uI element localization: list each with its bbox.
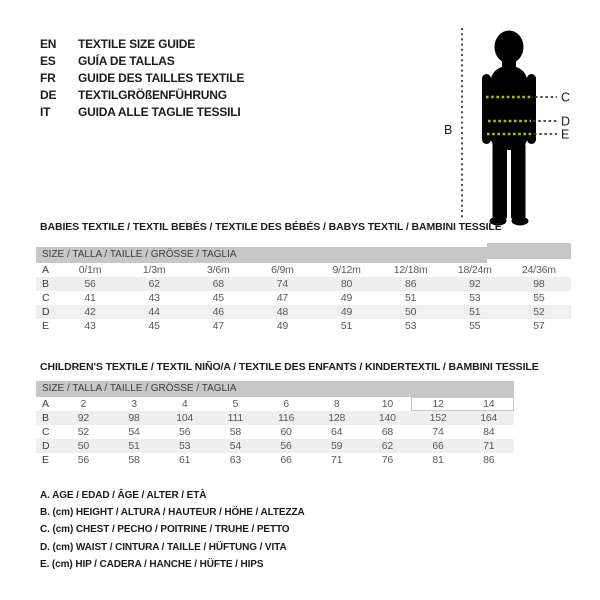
table-cell: 92 <box>469 278 481 290</box>
height-label: B <box>444 123 453 137</box>
legend-hip: E. (cm) HIP / CADERA / HANCHE / HÜFTE / HIPS <box>40 558 264 570</box>
table-cell: 3 <box>131 398 137 410</box>
table-cell: 84 <box>483 426 495 438</box>
table-cell: 62 <box>148 278 160 290</box>
table-cell: 92 <box>77 412 89 424</box>
table-cell: 81 <box>432 454 444 466</box>
language-row <box>40 87 244 104</box>
table-cell: 152 <box>429 412 447 424</box>
chest-label: C <box>561 90 571 105</box>
size-header-label: SIZE / TALLA / TAILLE / GRÖSSE / TAGLIA <box>42 383 237 394</box>
table-cell: 116 <box>277 412 295 424</box>
child-silhouette-diagram <box>430 12 600 232</box>
table-cell: 49 <box>276 320 289 332</box>
waist-label: D <box>561 114 571 129</box>
table-cell: 18/24m <box>457 264 492 276</box>
table-cell: 49 <box>340 306 353 318</box>
language-code: IT <box>40 105 51 119</box>
table-cell: 0/1m <box>78 264 102 276</box>
language-row <box>40 70 244 87</box>
children-size-table <box>36 381 514 467</box>
table-cell: 128 <box>328 412 346 424</box>
size-header-bar <box>36 247 487 263</box>
hip-label: E <box>561 127 570 142</box>
table-cell: 5 <box>232 398 239 410</box>
language-row <box>40 36 244 53</box>
table-row <box>36 397 514 411</box>
table-cell: 44 <box>148 306 160 318</box>
table-cell: 98 <box>533 278 545 290</box>
row-label: C <box>42 426 50 438</box>
table-cell: 71 <box>483 440 495 452</box>
table-cell: 86 <box>405 278 417 290</box>
table-cell: 4 <box>181 398 188 410</box>
table-row <box>36 439 514 453</box>
table-cell: 68 <box>212 278 224 290</box>
table-cell: 3/6m <box>207 264 230 276</box>
table-cell: 51 <box>128 440 140 452</box>
language-title-list <box>40 36 244 121</box>
language-title: GUIDE DES TAILLES TEXTILE <box>78 71 245 85</box>
table-cell: 80 <box>340 278 353 290</box>
table-cell: 56 <box>77 454 89 466</box>
legend-waist: D. (cm) WAIST / CINTURA / TAILLE / HÜFTUNG / VITA <box>40 541 287 553</box>
table-cell: 64 <box>331 426 343 438</box>
table-cell: 56 <box>179 426 191 438</box>
table-cell: 47 <box>212 320 224 332</box>
table-cell: 45 <box>148 320 160 332</box>
table-cell: 12 <box>432 398 444 410</box>
table-cell: 71 <box>331 454 343 466</box>
table-row <box>36 305 571 319</box>
table-cell: 53 <box>469 292 481 304</box>
table-cell: 55 <box>469 320 481 332</box>
table-cell: 50 <box>405 306 417 318</box>
table-cell: 68 <box>381 426 393 438</box>
table-cell: 66 <box>280 454 292 466</box>
table-cell: 10 <box>381 398 393 410</box>
table-cell: 42 <box>84 306 96 318</box>
table-cell: 6 <box>283 398 289 410</box>
table-cell: 53 <box>179 440 191 452</box>
language-code: FR <box>40 71 56 85</box>
header-bar-seam-segment <box>487 243 571 259</box>
children-table-title: CHILDREN'S TEXTILE / TEXTIL NIÑO/A / TEXTILE DES ENFANTS / KINDERTEXTIL / BAMBINI TESSILE <box>40 361 539 373</box>
table-cell: 51 <box>340 320 353 332</box>
table-cell: 60 <box>280 426 292 438</box>
table-cell: 52 <box>533 306 545 318</box>
child-silhouette <box>482 31 536 226</box>
table-cell: 111 <box>227 412 244 424</box>
table-row <box>36 263 571 277</box>
table-cell: 12/18m <box>393 264 428 276</box>
legend-height: B. (cm) HEIGHT / ALTURA / HAUTEUR / HÖHE / ALTEZZA <box>40 507 305 519</box>
table-cell: 74 <box>432 426 444 438</box>
table-cell: 74 <box>276 278 289 290</box>
table-cell: 41 <box>84 292 96 304</box>
table-cell: 76 <box>381 454 393 466</box>
row-label: A <box>42 398 50 410</box>
table-cell: 24/36m <box>522 264 556 276</box>
language-code: DE <box>40 88 57 102</box>
size-header-bar <box>36 381 514 397</box>
language-code: ES <box>40 54 56 68</box>
table-cell: 57 <box>533 320 545 332</box>
legend-age: A. AGE / EDAD / ÂGE / ALTER / ETÀ <box>40 490 207 501</box>
table-cell: 62 <box>381 440 393 452</box>
table-cell: 6/9m <box>271 264 294 276</box>
table-cell: 1/3m <box>142 264 166 276</box>
row-label: C <box>42 292 50 304</box>
table-cell: 43 <box>84 320 96 332</box>
measurement-legend <box>40 487 305 573</box>
table-row <box>36 277 571 291</box>
table-cell: 45 <box>212 292 224 304</box>
language-title: TEXTILGRÖßENFÜHRUNG <box>78 88 227 102</box>
table-row <box>36 291 571 305</box>
table-cell: 55 <box>533 292 545 304</box>
table-cell: 9/12m <box>332 264 361 276</box>
table-cell: 51 <box>405 292 417 304</box>
table-cell: 50 <box>77 440 89 452</box>
table-row <box>36 319 571 333</box>
size-header-label: SIZE / TALLA / TAILLE / GRÖSSE / TAGLIA <box>42 249 237 260</box>
table-cell: 46 <box>212 306 224 318</box>
table-cell: 63 <box>229 454 241 466</box>
table-cell: 140 <box>378 412 396 424</box>
row-label: D <box>42 440 50 452</box>
table-cell: 2 <box>80 398 87 410</box>
language-title: GUÍA DE TALLAS <box>78 54 175 68</box>
table-cell: 48 <box>276 306 289 318</box>
row-label: B <box>42 412 50 424</box>
table-cell: 43 <box>148 292 160 304</box>
table-cell: 61 <box>179 454 191 466</box>
row-label: B <box>42 278 50 290</box>
table-row <box>36 411 514 425</box>
babies-size-table <box>36 247 571 333</box>
table-cell: 58 <box>229 426 241 438</box>
language-title: GUIDA ALLE TAGLIE TESSILI <box>78 105 241 119</box>
table-cell: 53 <box>405 320 417 332</box>
table-cell: 54 <box>229 440 241 452</box>
table-cell: 47 <box>276 292 289 304</box>
language-title: TEXTILE SIZE GUIDE <box>78 37 196 51</box>
table-cell: 14 <box>483 398 495 410</box>
legend-chest: C. (cm) CHEST / PECHO / POITRINE / TRUHE / PETTO <box>40 524 290 536</box>
table-cell: 49 <box>340 292 353 304</box>
table-cell: 56 <box>280 440 292 452</box>
babies-table-title: BABIES TEXTILE / TEXTIL BEBÉS / TEXTILE DES BÉBÉS / BABYS TEXTIL / BAMBINI TESSILE <box>40 221 502 233</box>
table-cell: 59 <box>331 440 343 452</box>
table-cell: 86 <box>483 454 495 466</box>
table-cell: 104 <box>176 412 194 424</box>
language-row <box>40 104 244 121</box>
table-cell: 51 <box>469 306 481 318</box>
row-label: E <box>42 454 50 466</box>
table-cell: 66 <box>432 440 444 452</box>
table-row <box>36 425 514 439</box>
language-row <box>40 53 244 70</box>
table-row <box>36 453 514 467</box>
table-cell: 164 <box>480 412 498 424</box>
row-label: D <box>42 306 50 318</box>
table-cell: 8 <box>333 398 340 410</box>
table-cell: 56 <box>84 278 96 290</box>
table-cell: 58 <box>128 454 140 466</box>
table-cell: 52 <box>77 426 89 438</box>
language-code: EN <box>40 37 57 51</box>
row-label: A <box>42 264 50 276</box>
row-label: E <box>42 320 50 332</box>
table-cell: 54 <box>128 426 140 438</box>
table-cell: 98 <box>128 412 140 424</box>
